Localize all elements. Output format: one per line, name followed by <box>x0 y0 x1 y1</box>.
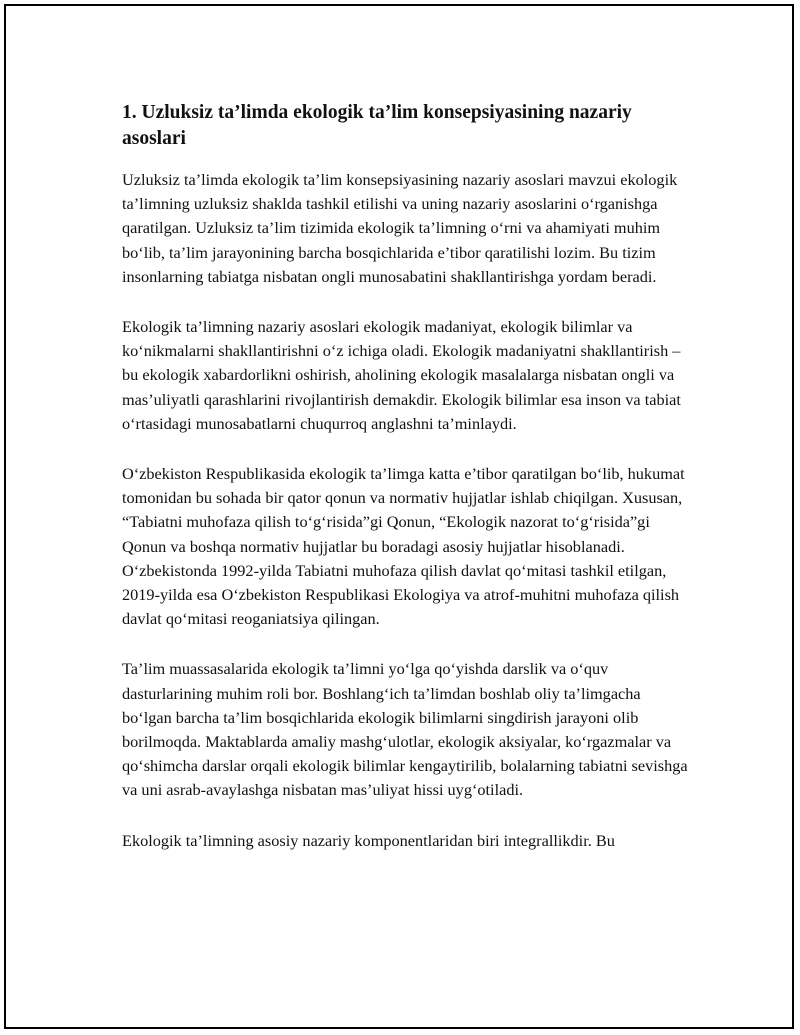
document-heading: 1. Uzluksiz ta’limda ekologik ta’lim konsepsiyasining nazariy asoslari <box>122 102 632 149</box>
paragraph-3: O‘zbekiston Respublikasida ekologik ta’limga katta e’tibor qaratilgan bo‘lib, hukumat tomonidan bu sohada bir qator qonun va normativ hujjatlar ishlab chiqilgan. Xususan, “Tabiatni muhofaza qilish to‘g‘risida”gi Qonun, “Ekologik nazorat to‘g‘risida”gi Qonun va boshqa normativ hujjatlar bu boradagi asosiy hujjatlar hisoblanadi. O‘zbekistonda 1992-yilda Tabiatni muhofaza qilish davlat qo‘mitasi tashkil etilgan, 2019-yilda esa O‘zbekiston Respublikasi Ekologiya va atrof-muhitni muhofaza qilish davlat qo‘mitasi reoganiatsiya qilingan. <box>122 464 685 629</box>
page-frame <box>4 4 794 1029</box>
paragraph-2: Ekologik ta’limning nazariy asoslari ekologik madaniyat, ekologik bilimlar va ko‘nikmalarni shakllantirishni o‘z ichiga oladi. Ekologik madaniyatni shakllantirish – bu ekologik xabardorlikni oshirish, aholining ekologik masalalarga nisbatan ongli va mas’uliyatli qarashlarini rivojlantirish demakdir. Ekologik bilimlar esa inson va tabiat o‘rtasidagi munosabatlarni chuqurroq anglashni ta’minlaydi. <box>122 317 681 433</box>
paragraph-5: Ekologik ta’limning asosiy nazariy komponentlaridan biri integrallikdir. Bu <box>122 830 615 850</box>
document-body <box>122 100 692 879</box>
paragraph-4: Ta’lim muassasalarida ekologik ta’limni yo‘lga qo‘yishda darslik va o‘quv dasturlarining muhim roli bor. Boshlang‘ich ta’limdan boshlab oliy ta’limgacha bo‘lgan barcha ta’lim bosqichlarida ekologik bilimlarni singdirish jarayoni olib borilmoqda. Maktablarda amaliy mashg‘ulotlar, ekologik aksiyalar, ko‘rgazmalar va qo‘shimcha darslar orqali ekologik bilimlar kengaytirilib, bolalarning tabiatni sevishga va uni asrab-avaylashga nisbatan mas’uliyat hissi uyg‘otiladi. <box>122 659 688 800</box>
paragraph-1: Uzluksiz ta’limda ekologik ta’lim konsepsiyasining nazariy asoslari mavzui ekologik ta’limning uzluksiz shaklda tashkil etilishi va uning nazariy asoslarini o‘rganishga qaratilgan. Uzluksiz ta’lim tizimida ekologik ta’limning o‘rni va ahamiyati muhim bo‘lib, ta’lim jarayonining barcha bosqichlarida e’tibor qaratilishi lozim. Bu tizim insonlarning tabiatga nisbatan ongli munosabatini shakllantirishga yordam beradi. <box>122 170 678 286</box>
